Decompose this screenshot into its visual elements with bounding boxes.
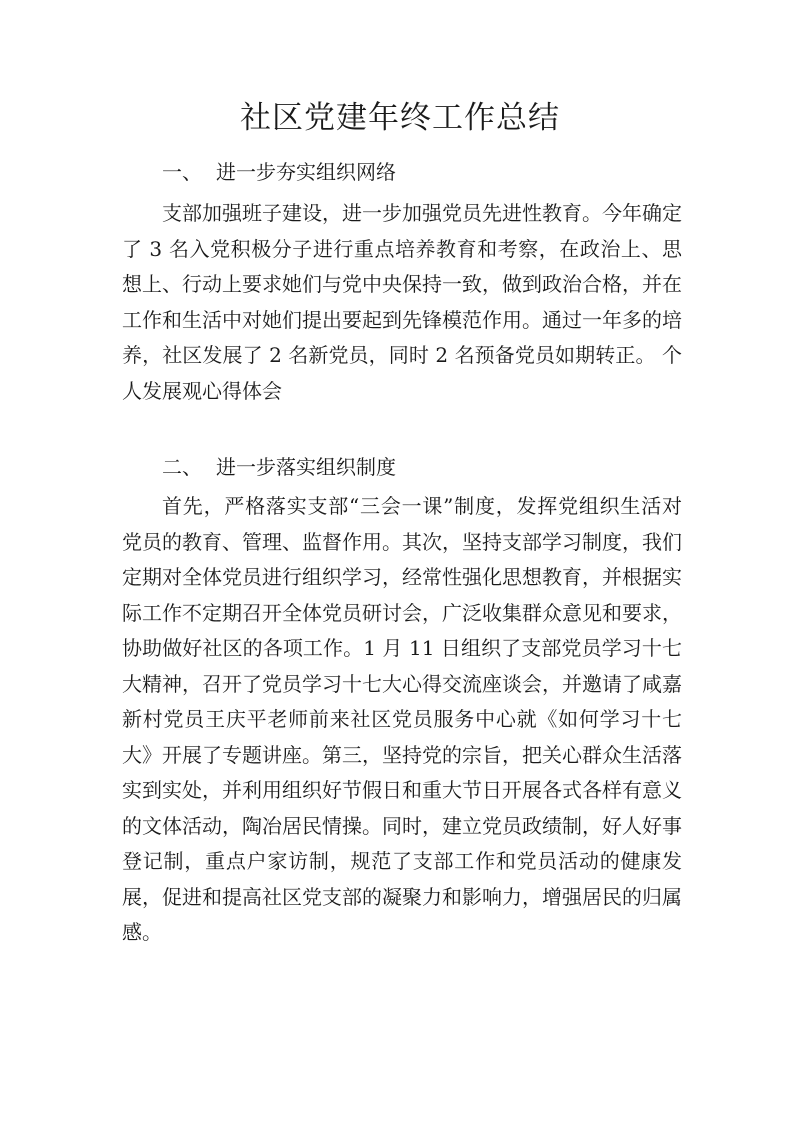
- section-heading-1: [162, 155, 396, 190]
- section-paragraph-2: 首先，严格落实支部“三会一课”制度，发挥党组织生活对党员的教育、管理、监督作用。其次，坚持支部学习制度，我们定期对全体党员进行组织学习，经常性强化思想教育，并根据实际工作不定期召开全体党员研讨会，广泛收集群众意见和要求，协助做好社区的各项工作。1 月 11 日组织了支部党员学习十七大精神，召开了党员学习十七大心得交流座谈会，并邀请了咸嘉新村党员王庆平老师前来社区党员服务中心就《如何学习十七大》开展了专题讲座。第三，坚持党的宗旨，把关心群众生活落实到实处，并利用组织好节假日和重大节日开展各式各样有意义的文体活动，陶冶居民情操。同时，建立党员政绩制，好人好事登记制，重点户家访制，规范了支部工作和党员活动的健康发展，促进和提高社区党支部的凝聚力和影响力，增强居民的归属感。: [122, 494, 682, 944]
- section-number-1: 一、: [162, 160, 202, 184]
- document-title: 社区党建年终工作总结: [240, 100, 560, 136]
- section-number-2: 二、: [162, 455, 202, 479]
- section-heading-text-2: 进一步落实组织制度: [216, 455, 396, 479]
- section-heading-text-1: 进一步夯实组织网络: [216, 160, 396, 184]
- section-paragraph-1: 支部加强班子建设，进一步加强党员先进性教育。今年确定了 3 名入党积极分子进行重点培养教育和考察，在政治上、思想上、行动上要求她们与党中央保持一致，做到政治合格，并在工作和生活中对她们提出要起到先锋模范作用。通过一年多的培养，社区发展了 2 名新党员，同时 2 名预备党员如期转正。 个人发展观心得体会: [122, 201, 682, 403]
- section-heading-2: [162, 450, 396, 485]
